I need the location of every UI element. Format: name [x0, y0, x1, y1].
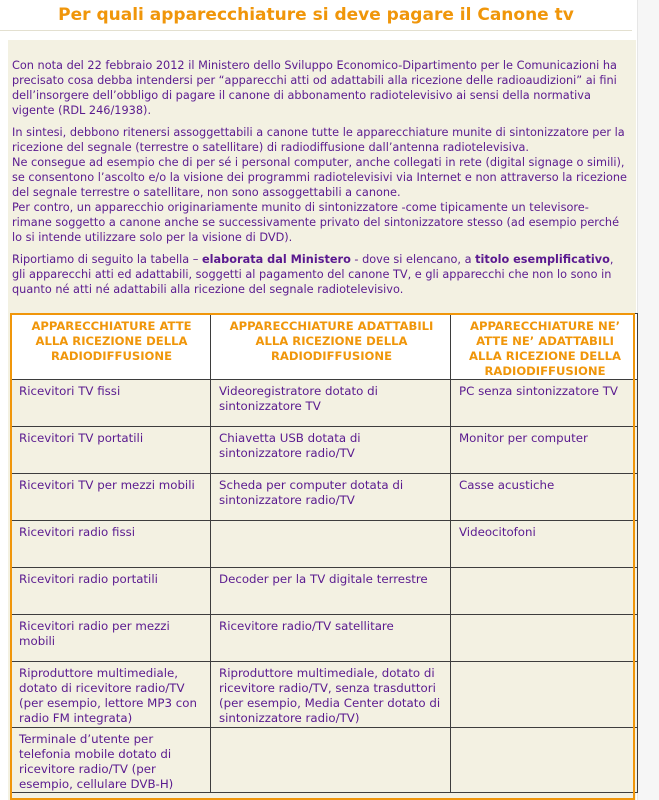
p5-part-a: Riportiamo di seguito la tabella – — [12, 253, 203, 266]
table-cell: Videoregistratore dotato di sintonizzatore TV — [211, 380, 451, 427]
table-row — [11, 380, 638, 427]
table-row — [11, 662, 638, 728]
header-ne-atte: APPARECCHIATURE NE’ ATTE NE’ ADATTABILI ALLA RICEZIONE DELLA RADIODIFFUSIONE — [451, 314, 638, 380]
table-cell: Videocitofoni — [451, 521, 638, 568]
table-row — [11, 615, 638, 662]
p5-part-c: - dove si elencano, a — [350, 253, 476, 266]
table-row — [11, 474, 638, 521]
p5-part-e: , gli apparecchi atti ed adattabili, soggetti al pagamento del canone TV, e gli apparecchi che non lo sono in quanto né atti né adattabili alla ricezione del segnale radiotelevisivo. — [12, 253, 614, 296]
table-cell: Casse acustiche — [451, 474, 638, 521]
table-row — [11, 521, 638, 568]
table-cell: Ricevitori radio fissi — [11, 521, 211, 568]
table-cell — [451, 568, 638, 615]
paragraph-5 — [12, 252, 627, 297]
table-cell: Monitor per computer — [451, 427, 638, 474]
paragraph-3: Ne consegue ad esempio che di per sé i personal computer, anche collegati in rete (digital signage o simili), se consentono l’ascolto e/o la visione dei programmi radiotelevisivi via Internet e non attraverso la ricezione del segnale terrestre o satellitare, non sono assoggettabili a canone. — [12, 156, 627, 199]
p5-bold-ministero: elaborata dal Ministero — [202, 253, 351, 266]
paragraph-1: Con nota del 22 febbraio 2012 il Ministero dello Sviluppo Economico-Dipartimento per le Comunicazioni ha precisato cosa debba intendersi per “apparecchi atti od adattabili alla ricezione delle radioaudizioni” ai fini dell’insorgere dell’obbligo di pagare il canone di abbonamento radiotelevisivo ai sensi della normativa vigente (RDL 246/1938). — [12, 59, 617, 117]
table-cell: PC senza sintonizzatore TV — [451, 380, 638, 427]
table-cell: Riproduttore multimediale, dotato di ricevitore radio/TV, senza trasduttori (per esempio, Media Center dotato di sintonizzatore radio/TV) — [211, 662, 451, 728]
table-cell: Riproduttore multimediale, dotato di ricevitore radio/TV (per esempio, lettore MP3 con radio FM integrata) — [11, 662, 211, 728]
page-title: Per quali apparecchiature si deve pagare il Canone tv — [58, 5, 574, 25]
table-cell — [451, 662, 638, 728]
table-header-row — [11, 314, 638, 380]
table-row — [11, 568, 638, 615]
paragraph-2: In sintesi, debbono ritenersi assoggettabili a canone tutte le apparecchiature munite di sintonizzatore per la ricezione del segnale (terrestre o satellitare) di radiodiffusione dall’antenna radiotelevisiva. — [12, 126, 625, 154]
p5-bold-titolo: titolo esemplificativo — [475, 253, 610, 266]
paragraph-4: Per contro, un apparecchio originariamente munito di sintonizzatore -come tipicamente un televisore- rimane soggetto a canone anche se successivamente privato del sintonizzatore stesso (ad esempio perché lo si intende utilizzare solo per la visione di DVD). — [12, 201, 620, 244]
table-cell — [451, 615, 638, 662]
table-cell: Chiavetta USB dotata di sintonizzatore radio/TV — [211, 427, 451, 474]
table-cell: Ricevitori TV portatili — [11, 427, 211, 474]
table-cell: Ricevitori radio portatili — [11, 568, 211, 615]
header-atte: APPARECCHIATURE ATTE ALLA RICEZIONE DELLA RADIODIFFUSIONE — [11, 314, 211, 380]
table-cell — [451, 728, 638, 793]
table-cell: Ricevitore radio/TV satellitare — [211, 615, 451, 662]
equipment-table — [10, 313, 637, 793]
table-cell — [211, 521, 451, 568]
table-cell: Terminale d’utente per telefonia mobile dotato di ricevitore radio/TV (per esempio, cellulare DVB-H) — [11, 728, 211, 793]
scrollbar-strip[interactable] — [637, 0, 659, 800]
table-cell — [211, 728, 451, 793]
table-cell: Decoder per la TV digitale terrestre — [211, 568, 451, 615]
table-cell: Ricevitori TV per mezzi mobili — [11, 474, 211, 521]
table-cell: Scheda per computer dotata di sintonizzatore radio/TV — [211, 474, 451, 521]
title-bar — [0, 0, 632, 31]
table-cell: Ricevitori TV fissi — [11, 380, 211, 427]
table-cell: Ricevitori radio per mezzi mobili — [11, 615, 211, 662]
header-adattabili: APPARECCHIATURE ADATTABILI ALLA RICEZIONE DELLA RADIODIFFUSIONE — [211, 314, 451, 380]
table-row — [11, 427, 638, 474]
article-body — [12, 58, 627, 304]
table-row — [11, 728, 638, 793]
